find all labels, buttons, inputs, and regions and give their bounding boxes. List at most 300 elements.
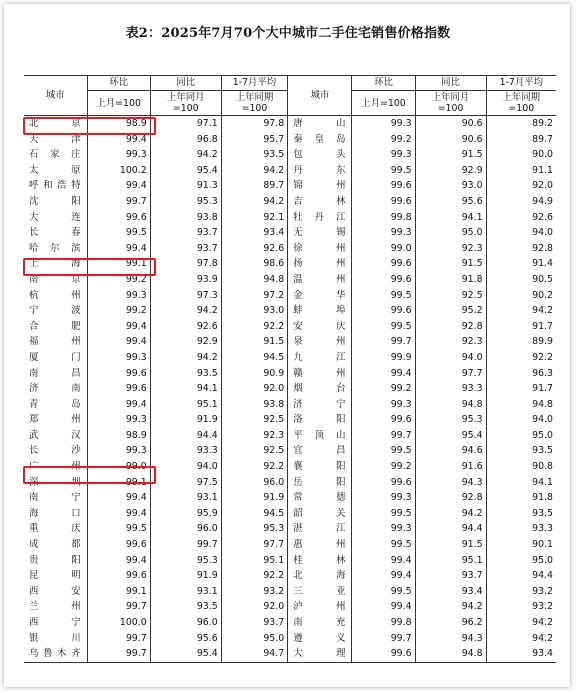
value-cell-y1: 92.6 <box>150 319 221 335</box>
value-cell-y2: 93.0 <box>415 178 486 194</box>
value-cell-a1: 94.7 <box>221 646 288 662</box>
value-cell-m1: 99.7 <box>87 646 150 662</box>
table-row <box>24 631 556 647</box>
value-cell-m2: 99.6 <box>352 256 415 272</box>
value-cell-a1: 97.8 <box>221 116 288 132</box>
value-cell-y2: 93.3 <box>415 381 486 397</box>
value-cell-y2: 94.8 <box>415 646 486 662</box>
price-index-table <box>24 75 556 663</box>
city-cell-c1: 重庆 <box>29 523 81 535</box>
value-cell-y2: 92.5 <box>415 288 486 304</box>
value-cell-a2: 89.7 <box>486 132 556 148</box>
header-ytd-left: 1-7月平均 <box>221 76 288 91</box>
value-cell-a2: 93.4 <box>486 646 556 662</box>
value-cell-y1: 94.0 <box>150 459 221 475</box>
value-cell-m2: 99.5 <box>352 163 415 179</box>
value-cell-a2: 91.7 <box>486 381 556 397</box>
value-cell-a2: 95.0 <box>486 553 556 569</box>
city-cell-c1: 宁波 <box>29 305 81 317</box>
value-cell-a2: 91.8 <box>486 490 556 506</box>
city-cell-c1: 厦门 <box>29 351 81 363</box>
table-row <box>24 568 556 584</box>
value-cell-y2: 91.5 <box>415 147 486 163</box>
table-row <box>24 288 556 304</box>
table-row <box>24 397 556 413</box>
value-cell-a1: 92.5 <box>221 443 288 459</box>
value-cell-a1: 91.9 <box>221 490 288 506</box>
city-cell-c1: 成都 <box>29 539 81 551</box>
city-cell-c1: 哈尔滨 <box>29 242 81 254</box>
value-cell-y1: 97.3 <box>150 288 221 304</box>
city-cell-c1: 南昌 <box>29 367 81 379</box>
value-cell-y1: 97.8 <box>150 256 221 272</box>
value-cell-a2: 94.1 <box>486 475 556 491</box>
city-cell-c1: 海口 <box>29 507 81 519</box>
value-cell-m2: 99.3 <box>352 116 415 132</box>
value-cell-m2: 99.4 <box>352 366 415 382</box>
city-cell-c1: 南京 <box>29 273 81 285</box>
value-cell-a2: 92.2 <box>486 350 556 366</box>
value-cell-m2: 99.4 <box>352 568 415 584</box>
city-cell-c1: 合肥 <box>29 320 81 332</box>
city-cell-c1: 武汉 <box>29 429 81 441</box>
city-cell-c1: 天津 <box>29 133 81 145</box>
city-cell-c2: 三亚 <box>288 584 352 600</box>
value-cell-y2: 92.3 <box>415 241 486 257</box>
city-cell-c1: 长沙 <box>29 445 81 457</box>
value-cell-a1: 90.9 <box>221 366 288 382</box>
table-row <box>24 443 556 459</box>
table-row <box>24 412 556 428</box>
value-cell-m2: 99.6 <box>352 272 415 288</box>
value-cell-a1: 96.0 <box>221 475 288 491</box>
value-cell-a2: 89.2 <box>486 116 556 132</box>
value-cell-a1: 89.7 <box>221 178 288 194</box>
value-cell-y1: 95.9 <box>150 506 221 522</box>
table-row <box>24 521 556 537</box>
value-cell-a2: 96.3 <box>486 366 556 382</box>
value-cell-a2: 95.0 <box>486 428 556 444</box>
value-cell-y1: 91.3 <box>150 178 221 194</box>
value-cell-y2: 95.1 <box>415 553 486 569</box>
value-cell-a2: 94.8 <box>486 397 556 413</box>
header-city-left: 城市 <box>24 76 87 116</box>
value-cell-y1: 93.1 <box>150 490 221 506</box>
value-cell-a2: 90.2 <box>486 288 556 304</box>
value-cell-a2: 94.9 <box>486 194 556 210</box>
city-cell-c1: 太原 <box>29 164 81 176</box>
value-cell-y2: 91.6 <box>415 459 486 475</box>
value-cell-m1: 99.4 <box>87 553 150 569</box>
value-cell-y1: 94.2 <box>150 350 221 366</box>
value-cell-y1: 93.1 <box>150 584 221 600</box>
value-cell-a2: 93.5 <box>486 506 556 522</box>
value-cell-a1: 98.6 <box>221 256 288 272</box>
table-row <box>24 132 556 148</box>
table-row <box>24 459 556 475</box>
city-cell-c2: 韶关 <box>288 506 352 522</box>
city-cell-c2: 遵义 <box>288 631 352 647</box>
value-cell-a2: 94.2 <box>486 615 556 631</box>
city-cell-c2: 岳阳 <box>288 475 352 491</box>
value-cell-y1: 93.3 <box>150 443 221 459</box>
value-cell-a1: 95.7 <box>221 132 288 148</box>
value-cell-m2: 99.4 <box>352 553 415 569</box>
city-cell-c2: 秦皇岛 <box>288 132 352 148</box>
table-row <box>24 366 556 382</box>
table-row <box>24 584 556 600</box>
city-cell-c1: 石家庄 <box>29 149 81 161</box>
value-cell-m1: 99.6 <box>87 568 150 584</box>
value-cell-y2: 97.7 <box>415 366 486 382</box>
table-row <box>24 350 556 366</box>
table-row <box>24 334 556 350</box>
value-cell-a2: 90.8 <box>486 459 556 475</box>
value-cell-m2: 99.6 <box>352 178 415 194</box>
value-cell-a2: 91.4 <box>486 256 556 272</box>
value-cell-y1: 96.0 <box>150 615 221 631</box>
value-cell-y1: 96.8 <box>150 132 221 148</box>
value-cell-a1: 94.2 <box>221 163 288 179</box>
value-cell-y1: 96.0 <box>150 521 221 537</box>
value-cell-y1: 92.9 <box>150 334 221 350</box>
value-cell-a2: 91.7 <box>486 319 556 335</box>
value-cell-y2: 95.4 <box>415 428 486 444</box>
value-cell-m2: 99.6 <box>352 646 415 662</box>
value-cell-y2: 94.2 <box>415 506 486 522</box>
value-cell-m1: 99.4 <box>87 506 150 522</box>
value-cell-a2: 94.2 <box>486 631 556 647</box>
value-cell-y2: 94.1 <box>415 210 486 226</box>
value-cell-m2: 99.7 <box>352 334 415 350</box>
value-cell-y2: 92.8 <box>415 319 486 335</box>
value-cell-m2: 99.3 <box>352 521 415 537</box>
value-cell-y2: 92.3 <box>415 334 486 350</box>
city-cell-c1: 长春 <box>29 227 81 239</box>
header-mom-right: 环比 <box>352 76 415 91</box>
city-cell-c1: 济南 <box>29 383 81 395</box>
value-cell-y2: 93.7 <box>415 568 486 584</box>
value-cell-y1: 95.3 <box>150 194 221 210</box>
value-cell-y1: 93.9 <box>150 272 221 288</box>
city-cell-c1: 西宁 <box>29 617 81 628</box>
table-row <box>24 553 556 569</box>
value-cell-m1: 99.4 <box>87 319 150 335</box>
value-cell-a2: 90.5 <box>486 272 556 288</box>
city-cell-c2: 包头 <box>288 147 352 163</box>
value-cell-y2: 95.0 <box>415 225 486 241</box>
table-row <box>24 163 556 179</box>
value-cell-m1: 99.3 <box>87 412 150 428</box>
value-cell-a1: 93.8 <box>221 397 288 413</box>
value-cell-m2: 99.6 <box>352 412 415 428</box>
value-cell-a2: 90.1 <box>486 537 556 553</box>
table-row <box>24 319 556 335</box>
table-row <box>24 194 556 210</box>
value-cell-a1: 92.3 <box>221 428 288 444</box>
header-yoy-right: 同比 <box>415 76 486 91</box>
value-cell-a1: 97.7 <box>221 537 288 553</box>
city-cell-c1: 北京 <box>29 118 81 129</box>
table-row <box>24 116 556 132</box>
city-cell-c1: 杭州 <box>29 289 81 301</box>
city-cell-c2: 赣州 <box>288 366 352 382</box>
value-cell-m2: 99.6 <box>352 475 415 491</box>
city-cell-c2: 丹东 <box>288 163 352 179</box>
table-row <box>24 303 556 319</box>
value-cell-y1: 93.5 <box>150 366 221 382</box>
value-cell-m1: 99.6 <box>87 210 150 226</box>
value-cell-m2: 99.2 <box>352 459 415 475</box>
table-row <box>24 490 556 506</box>
value-cell-y2: 95.6 <box>415 194 486 210</box>
value-cell-m1: 99.7 <box>87 631 150 647</box>
value-cell-y1: 95.6 <box>150 631 221 647</box>
header-city-right: 城市 <box>288 76 352 116</box>
city-cell-c2: 扬州 <box>288 256 352 272</box>
value-cell-a2: 94.0 <box>486 412 556 428</box>
value-cell-a2: 90.0 <box>486 147 556 163</box>
table-title: 表2：2025年7月70个大中城市二手住宅销售价格指数 <box>125 26 451 41</box>
value-cell-m2: 99.2 <box>352 132 415 148</box>
value-cell-m1: 99.2 <box>87 303 150 319</box>
value-cell-a1: 93.5 <box>221 147 288 163</box>
value-cell-a2: 89.9 <box>486 334 556 350</box>
value-cell-y2: 95.2 <box>415 303 486 319</box>
city-cell-c2: 济宁 <box>288 397 352 413</box>
table-row <box>24 615 556 631</box>
value-cell-m2: 99.6 <box>352 303 415 319</box>
value-cell-m2: 99.9 <box>352 350 415 366</box>
value-cell-y2: 93.4 <box>415 584 486 600</box>
value-cell-m2: 99.6 <box>352 194 415 210</box>
header-mom-base-left: 上月=100 <box>87 91 150 116</box>
value-cell-m1: 100.2 <box>87 163 150 179</box>
value-cell-m1: 99.0 <box>87 459 150 475</box>
value-cell-m1: 99.1 <box>87 256 150 272</box>
value-cell-a1: 92.2 <box>221 568 288 584</box>
header-yoy-base-right: 上年同月 =100 <box>415 91 486 116</box>
value-cell-y2: 94.0 <box>415 350 486 366</box>
value-cell-m2: 99.5 <box>352 584 415 600</box>
value-cell-a1: 94.5 <box>221 506 288 522</box>
value-cell-m2: 99.2 <box>352 381 415 397</box>
value-cell-a1: 93.4 <box>221 225 288 241</box>
city-cell-c2: 金华 <box>288 288 352 304</box>
city-cell-c2: 吉林 <box>288 194 352 210</box>
value-cell-m1: 99.6 <box>87 366 150 382</box>
value-cell-y2: 92.8 <box>415 490 486 506</box>
value-cell-y1: 95.4 <box>150 163 221 179</box>
value-cell-a1: 92.6 <box>221 241 288 257</box>
table-row <box>24 381 556 397</box>
value-cell-y2: 92.9 <box>415 163 486 179</box>
value-cell-y2: 90.6 <box>415 116 486 132</box>
value-cell-y1: 94.4 <box>150 428 221 444</box>
city-cell-c1: 沈阳 <box>29 195 81 207</box>
value-cell-a1: 92.1 <box>221 210 288 226</box>
value-cell-y1: 95.4 <box>150 646 221 662</box>
value-cell-m2: 99.3 <box>352 225 415 241</box>
value-cell-a1: 92.0 <box>221 381 288 397</box>
value-cell-m2: 99.7 <box>352 428 415 444</box>
value-cell-m2: 99.8 <box>352 615 415 631</box>
value-cell-y2: 91.5 <box>415 537 486 553</box>
value-cell-y1: 91.9 <box>150 412 221 428</box>
value-cell-y1: 94.2 <box>150 147 221 163</box>
value-cell-m1: 99.6 <box>87 381 150 397</box>
value-cell-y2: 95.3 <box>415 412 486 428</box>
value-cell-m2: 99.3 <box>352 147 415 163</box>
city-cell-c2: 烟台 <box>288 381 352 397</box>
city-cell-c2: 徐州 <box>288 241 352 257</box>
value-cell-m1: 99.1 <box>87 475 150 491</box>
table-row <box>24 178 556 194</box>
value-cell-a1: 92.2 <box>221 319 288 335</box>
value-cell-y1: 93.8 <box>150 210 221 226</box>
value-cell-a2: 94.4 <box>486 568 556 584</box>
value-cell-a2: 93.2 <box>486 584 556 600</box>
city-cell-c1: 上海 <box>29 258 81 270</box>
city-cell-c2: 泸州 <box>288 599 352 615</box>
value-cell-m1: 99.4 <box>87 178 150 194</box>
value-cell-a1: 94.8 <box>221 272 288 288</box>
city-cell-c1: 南宁 <box>29 492 81 504</box>
city-cell-c1: 郑州 <box>29 414 81 426</box>
value-cell-y1: 97.1 <box>150 116 221 132</box>
value-cell-m2: 99.5 <box>352 537 415 553</box>
value-cell-a1: 95.3 <box>221 521 288 537</box>
value-cell-m1: 99.5 <box>87 521 150 537</box>
value-cell-m1: 99.4 <box>87 334 150 350</box>
value-cell-a2: 91.1 <box>486 163 556 179</box>
city-cell-c2: 北海 <box>288 568 352 584</box>
value-cell-y1: 93.7 <box>150 225 221 241</box>
table-body <box>24 116 556 663</box>
city-cell-c2: 蚌埠 <box>288 303 352 319</box>
value-cell-m2: 99.7 <box>352 631 415 647</box>
value-cell-y2: 94.2 <box>415 599 486 615</box>
header-ytd-base-right: 上年同期 =100 <box>486 91 556 116</box>
city-cell-c1: 深圳 <box>29 476 81 488</box>
city-cell-c2: 安庆 <box>288 319 352 335</box>
value-cell-m2: 99.8 <box>352 210 415 226</box>
value-cell-y2: 91.8 <box>415 272 486 288</box>
value-cell-y2: 94.3 <box>415 475 486 491</box>
city-cell-c2: 洛阳 <box>288 412 352 428</box>
value-cell-m1: 99.6 <box>87 537 150 553</box>
value-cell-m2: 99.3 <box>352 490 415 506</box>
value-cell-m1: 99.2 <box>87 272 150 288</box>
value-cell-y2: 96.2 <box>415 615 486 631</box>
value-cell-m1: 99.4 <box>87 490 150 506</box>
value-cell-m1: 99.4 <box>87 241 150 257</box>
value-cell-y1: 91.9 <box>150 568 221 584</box>
city-cell-c1: 贵阳 <box>29 554 81 566</box>
value-cell-a1: 94.5 <box>221 350 288 366</box>
city-cell-c1: 大连 <box>29 211 81 223</box>
city-cell-c2: 襄阳 <box>288 459 352 475</box>
city-cell-c2: 唐山 <box>288 116 352 132</box>
city-cell-c2: 常德 <box>288 490 352 506</box>
city-cell-c2: 无锡 <box>288 225 352 241</box>
value-cell-m1: 99.3 <box>87 147 150 163</box>
value-cell-m1: 99.4 <box>87 397 150 413</box>
header-mom-base-right: 上月=100 <box>352 91 415 116</box>
table-row <box>24 646 556 662</box>
value-cell-a2: 94.0 <box>486 225 556 241</box>
value-cell-m2: 99.4 <box>352 599 415 615</box>
value-cell-a1: 93.0 <box>221 303 288 319</box>
value-cell-m2: 99.5 <box>352 288 415 304</box>
value-cell-m1: 100.0 <box>87 615 150 631</box>
value-cell-m2: 99.3 <box>352 397 415 413</box>
city-cell-c2: 九江 <box>288 350 352 366</box>
value-cell-a2: 93.3 <box>486 521 556 537</box>
value-cell-m2: 99.0 <box>352 241 415 257</box>
value-cell-a2: 92.0 <box>486 178 556 194</box>
city-cell-c2: 湛江 <box>288 521 352 537</box>
city-cell-c2: 大理 <box>288 646 352 662</box>
city-cell-c1: 福州 <box>29 336 81 348</box>
value-cell-m2: 99.5 <box>352 506 415 522</box>
table-row <box>24 256 556 272</box>
value-cell-m1: 98.9 <box>87 116 150 132</box>
value-cell-y2: 90.6 <box>415 132 486 148</box>
value-cell-m1: 99.3 <box>87 443 150 459</box>
city-cell-c1: 广州 <box>29 461 81 473</box>
value-cell-m1: 99.3 <box>87 350 150 366</box>
value-cell-m1: 99.5 <box>87 225 150 241</box>
header-ytd-right: 1-7月平均 <box>486 76 556 91</box>
value-cell-m1: 99.7 <box>87 194 150 210</box>
value-cell-a2: 92.8 <box>486 241 556 257</box>
city-cell-c2: 南充 <box>288 615 352 631</box>
table-row <box>24 537 556 553</box>
value-cell-a1: 92.5 <box>221 412 288 428</box>
value-cell-y2: 94.4 <box>415 521 486 537</box>
header-ytd-base-left: 上年同期 =100 <box>221 91 288 116</box>
value-cell-a2: 94.2 <box>486 303 556 319</box>
value-cell-a1: 94.2 <box>221 194 288 210</box>
value-cell-y1: 95.1 <box>150 397 221 413</box>
value-cell-m1: 99.3 <box>87 288 150 304</box>
value-cell-a2: 93.2 <box>486 599 556 615</box>
table-row <box>24 147 556 163</box>
city-cell-c2: 桂林 <box>288 553 352 569</box>
table-row <box>24 475 556 491</box>
value-cell-m2: 99.5 <box>352 319 415 335</box>
table-row <box>24 241 556 257</box>
table-row <box>24 599 556 615</box>
value-cell-y2: 94.3 <box>415 631 486 647</box>
header-yoy-left: 同比 <box>150 76 221 91</box>
value-cell-y1: 93.7 <box>150 241 221 257</box>
city-cell-c1: 乌鲁木齐 <box>24 646 87 662</box>
value-cell-m1: 99.7 <box>87 599 150 615</box>
value-cell-y1: 93.5 <box>150 599 221 615</box>
value-cell-a1: 92.2 <box>221 459 288 475</box>
value-cell-a1: 92.0 <box>221 599 288 615</box>
value-cell-m1: 99.4 <box>87 132 150 148</box>
value-cell-y1: 97.5 <box>150 475 221 491</box>
value-cell-a1: 91.5 <box>221 334 288 350</box>
city-cell-c1: 兰州 <box>29 601 81 613</box>
city-cell-c2: 温州 <box>288 272 352 288</box>
city-cell-c1: 昆明 <box>29 570 81 582</box>
city-cell-c2: 宜昌 <box>288 443 352 459</box>
table-row <box>24 225 556 241</box>
